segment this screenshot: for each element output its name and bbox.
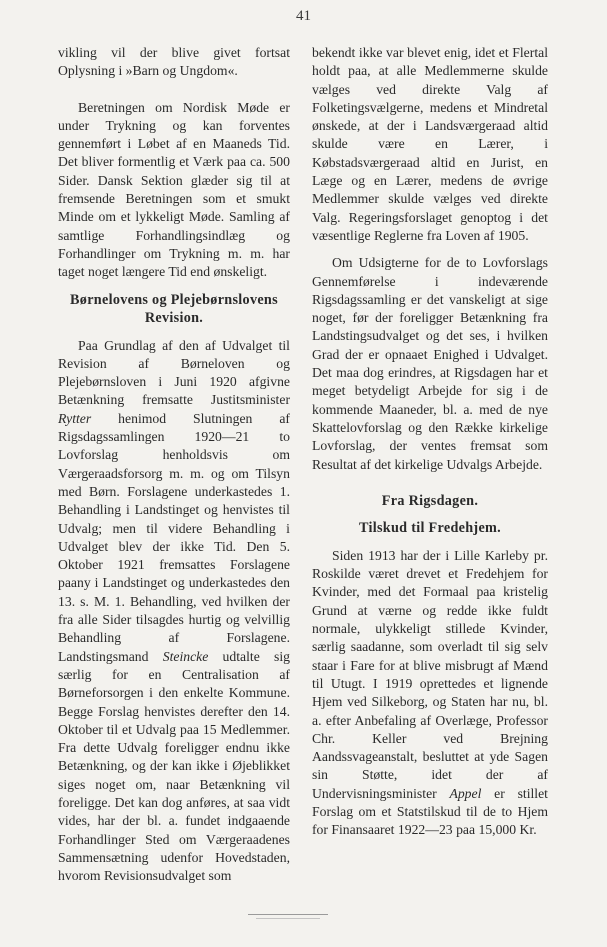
paragraph [312,547,548,840]
footer-rule [256,918,320,919]
paragraph: Om Udsigterne for de to Lovforslags Gennemførelse i indeværende Rigsdagssamling er det vanskeligt at sige noget, før der foreligger Betænkning fra Landstingsudvalget og det ses, i hvilken Grad der er opnaaet Enighed i Udvalget. Det maa dog erindres, at Rigsdagen har et meget betydeligt Arbejde for sig i de kommende Maaneder, bl. a. med de nye Skattelovforslag og den Række kirkelige Lovforslag, der ventes fremsat som Resultat af det kirkelige Udvalgs Arbejde. [312,255,548,472]
section-heading: Fra Rigsdagen. [381,492,479,509]
paragraph: Beretningen om Nordisk Møde er under Trykning og kan forventes gennemført i Løbet af en Maaneds Tid. Det bliver formentlig et Værk paa ca. 500 Sider. Dansk Sektion glæder sig til at fremsende Beretningen som et smukt Minde om et lykkeligt Møde. Samling af samtlige Forhandlingsindlæg og Forhandlinger om Trykning m. m. har taget noget længere Tid end ønskeligt. [58,99,290,280]
left-column [58,44,290,885]
person-name: Rytter [58,410,92,426]
section-heading: Børnelovens og Plejebørnslovens Revision. [70,291,278,327]
page-number: 41 [296,8,311,24]
paragraph [58,337,290,886]
footer-rule [248,914,328,915]
text-run: er stillet Forslag om et Statstilskud til de to Hjem for Finansaaret 1922—23 paa 15,000 Kr. [312,785,548,838]
text-run: udtalte sig særlig for en Centralisation af Børneforsorgen i den enkelte Kommune. Begge Forslag henvistes derefter den 14. Oktober til et Udvalg paa 15 Medlemmer. Fra dette Udvalg foreligger endnu ikke Betænkning, og der kan ikke i Øjeblikket siges noget om, naar Betænkning vil foreligge. Det kan dog anføres, at saa vidt vides, har der bl. a. fundet indgaaende Forhandlinger Sted om Værgeraadenes Sammensætning udenfor Hovedstaden, hvorom Revisionsudvalget som [58,648,290,884]
paragraph: vikling vil der blive givet fortsat Oplysning i »Barn og Ungdom«. [58,45,290,79]
paragraph: bekendt ikke var blevet enig, idet et Flertal holdt paa, at alle Medlemmerne skulde vælges ved direkte Valg af Folketingsvælgerne, medens et Mindretal ønskede, at der i Landsværgeraad altid skulde være en Lærer, i Købstadsværgeraad altid en Jurist, en Læge og en Lærer, medens de øvrige Medlemmer skulde vælges ved direkte Valg. Regeringsforslaget genoptog i det væsentlige Reglerne fra Loven af 1905. [312,45,548,243]
text-run: Paa Grundlag af den af Udvalget til Revision af Børneloven og Plejebørnsloven i Juni 1920 afgivne Betænkning fremsatte Justitsminister [58,337,290,408]
text-run: henimod Slutningen af Rigsdagssamlingen 1920—21 to Lovforslag henholdsvis om Værgeraadsforsorg m. m. og om Tilsyn med Børn. Forslagene underkastedes 1. Behandling i Landstinget og henvistes til Udvalg; men til videre Behandling i Udvalget blev der ikke Tid. Den 5. Oktober 1921 fremsattes Forslagene paany i Landstinget og underkastedes den 13. s. M. 1. Behandling, ved hvilken der fra alle Sider tilsagdes hurtig og velvillig Behandling af Forslagene. Landstingsmand [58,410,290,664]
person-name: Steincke [162,648,209,664]
text-run: Siden 1913 har der i Lille Karleby pr. Roskilde været drevet et Fredehjem for Kvinder, med det Formaal paa kristelig Grund at værne og redde ikke fuldt normale, ulykkeligt stillede Kvinder, særlig saadanne, som overladt til sig selv staar i Fare for at blive misbrugt af Mænd til Utugt. I 1919 oprettedes et lignende Hjem ved Silkeborg, og Staten har nu, bl. a. efter Anbefaling af Overlæge, Professor Chr. Keller ved Brejning Aandssvageanstalt, besluttet at yde Sagen sin Støtte, idet der af Undervisningsminister [312,547,548,801]
person-name: Appel [449,785,482,801]
right-column [312,44,548,840]
section-subheading: Tilskud til Fredehjem. [358,520,502,537]
